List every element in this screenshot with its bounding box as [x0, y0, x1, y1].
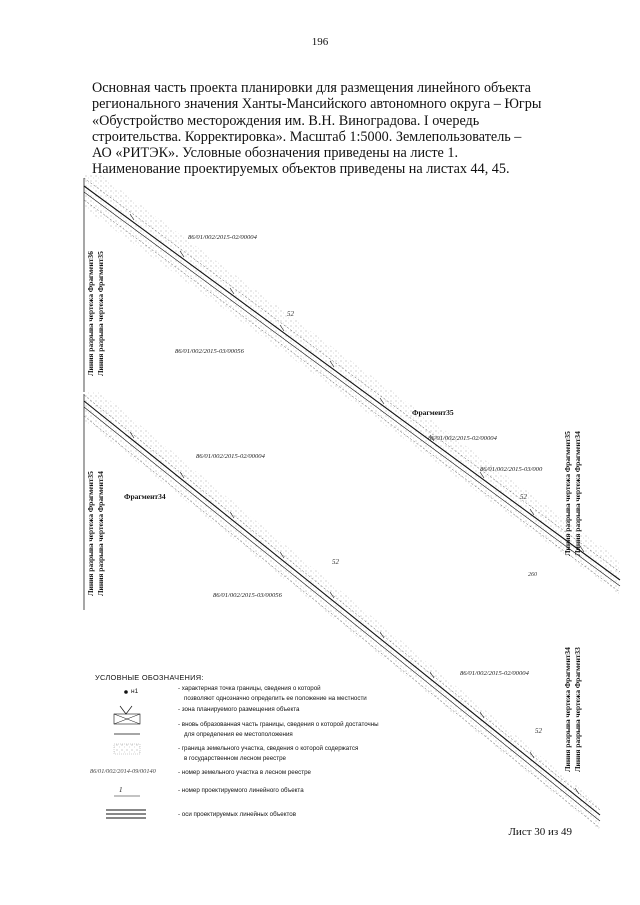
legend-item: - зона планируемого размещения объекта: [178, 706, 300, 713]
fragment-label: Фрагмент34: [124, 492, 166, 501]
break-line-label: Линия разрыва чертежа Фрагмент34: [96, 471, 105, 596]
break-line-label: Линия разрыва чертежа Фрагмент34: [573, 431, 582, 556]
cadastral-number: 86/01/002/2015-03/00056: [213, 592, 282, 599]
planned-zone: [84, 175, 620, 595]
legend-item: - характерная точка границы, сведения о которой позволяют однозначно определить ее положение на местности: [178, 685, 367, 702]
title-line: Основная часть проекта планировки для размещения линейного объекта: [92, 80, 531, 96]
title-line: регионального значения Ханты-Мансийского автономного округа – Югры: [92, 96, 542, 113]
legend-point-label: н1: [131, 688, 139, 695]
object-number: 52: [535, 727, 542, 735]
break-line-label: Линия разрыва чертежа Фрагмент33: [573, 647, 582, 772]
object-number: 52: [287, 310, 294, 318]
break-line-label: Линия разрыва чертежа Фрагмент36: [86, 251, 95, 376]
cadastral-number: 86/01/002/2015-02/00004: [188, 234, 257, 241]
title-line: «Обустройство месторождения им. В.Н. Виноградова. I очередь: [92, 112, 480, 129]
title-line: Наименование проектируемых объектов приведены на листах 44, 45.: [92, 161, 510, 178]
legend-item: - граница земельного участка, сведения о которой содержатся в государственном лесном реестре: [178, 745, 359, 762]
fragment-label: Фрагмент35: [412, 408, 454, 417]
cadastral-number: 86/01/002/2015-02/00004: [428, 435, 497, 442]
object-number: 52: [520, 493, 527, 501]
linear-object-axis: [84, 186, 620, 580]
legend-sample-number: 86/01/002/2014-09/00140: [90, 768, 156, 775]
legend-item: - номер проектируемого линейного объекта: [178, 787, 304, 794]
title-line: АО «РИТЭК». Условные обозначения приведены на листе 1.: [92, 145, 459, 162]
cadastral-number: 86/01/002/2015-02/00004: [460, 670, 529, 677]
sheet-label: Лист 30 из 49: [508, 826, 572, 838]
break-line-label: Линия разрыва чертежа Фрагмент35: [563, 431, 572, 556]
legend-symbols: [86, 684, 178, 834]
object-number: 260: [528, 572, 537, 578]
legend-title: УСЛОВНЫЕ ОБОЗНАЧЕНИЯ:: [95, 673, 204, 682]
break-line-label: Линия разрыва чертежа Фрагмент35: [96, 251, 105, 376]
object-number: 52: [332, 558, 339, 566]
legend-sample-object: 1: [119, 786, 123, 794]
cadastral-number: 86/01/002/2015-03/00056: [175, 348, 244, 355]
page-number: 196: [311, 36, 329, 48]
title-line: строительства. Корректировка». Масштаб 1:5000. Землепользователь –: [92, 128, 522, 145]
parcel-boundary-icon: [114, 744, 140, 754]
linear-object-axis: [84, 192, 620, 586]
legend-item: - вновь образованная часть границы, сведения о которой достаточны для определения ее местоположения: [178, 721, 379, 738]
cadastral-number: 86/01/002/2015-03/000: [480, 466, 543, 473]
legend-item: - оси проектируемых линейных объектов: [178, 811, 296, 818]
parcel-boundary: [84, 200, 620, 592]
planned-zone-icon: [120, 706, 132, 714]
legend-item: - номер земельного участка в лесном реестре: [178, 769, 311, 776]
cadastral-number: 86/01/002/2015-02/00004: [196, 453, 265, 460]
break-line-label: Линия разрыва чертежа Фрагмент35: [86, 471, 95, 596]
boundary-point-icon: [124, 690, 128, 694]
break-line-label: Линия разрыва чертежа Фрагмент34: [563, 647, 572, 772]
